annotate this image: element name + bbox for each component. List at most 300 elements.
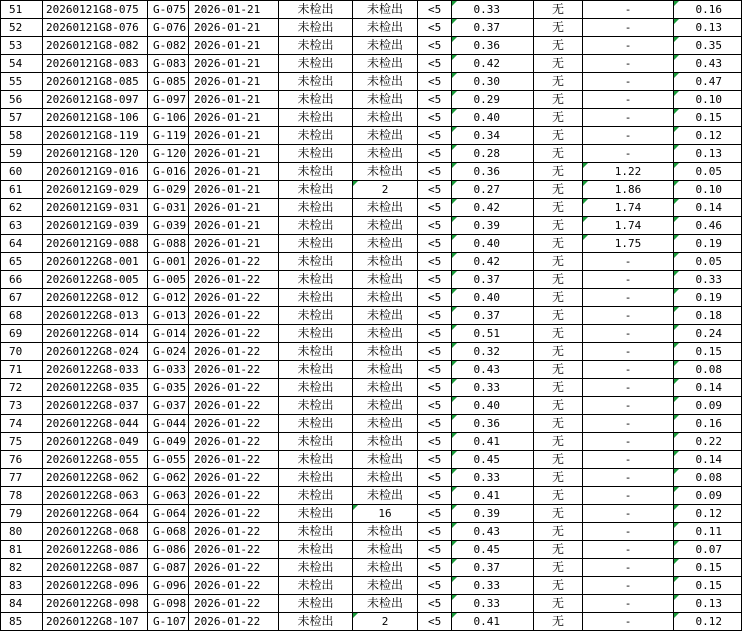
cell-result-a[interactable] bbox=[279, 127, 353, 145]
cell-value-decimal[interactable] bbox=[452, 307, 534, 325]
cell-value-lt5[interactable] bbox=[418, 163, 452, 181]
cell-sample-id[interactable] bbox=[43, 289, 148, 307]
cell-sample-code[interactable] bbox=[148, 577, 189, 595]
cell-measure-c[interactable] bbox=[674, 253, 742, 271]
cell-row-number[interactable] bbox=[1, 253, 43, 271]
cell-sample-code[interactable] bbox=[148, 469, 189, 487]
cell-test-date[interactable] bbox=[189, 145, 279, 163]
cell-row-number[interactable] bbox=[1, 325, 43, 343]
cell-measure-c[interactable] bbox=[674, 595, 742, 613]
cell-presence[interactable] bbox=[534, 199, 583, 217]
cell-result-a[interactable] bbox=[279, 541, 353, 559]
cell-presence[interactable] bbox=[534, 325, 583, 343]
cell-test-date[interactable] bbox=[189, 523, 279, 541]
cell-sample-id[interactable] bbox=[43, 487, 148, 505]
cell-value-lt5[interactable] bbox=[418, 595, 452, 613]
cell-value-decimal[interactable] bbox=[452, 523, 534, 541]
cell-value-decimal[interactable] bbox=[452, 253, 534, 271]
cell-measure-c[interactable] bbox=[674, 37, 742, 55]
cell-sample-code[interactable] bbox=[148, 217, 189, 235]
cell-sample-code[interactable] bbox=[148, 163, 189, 181]
cell-value-lt5[interactable] bbox=[418, 397, 452, 415]
cell-measure-c[interactable] bbox=[674, 451, 742, 469]
cell-measure-b[interactable] bbox=[583, 235, 674, 253]
cell-presence[interactable] bbox=[534, 55, 583, 73]
cell-test-date[interactable] bbox=[189, 469, 279, 487]
cell-test-date[interactable] bbox=[189, 415, 279, 433]
cell-value-decimal[interactable] bbox=[452, 361, 534, 379]
cell-sample-code[interactable] bbox=[148, 109, 189, 127]
cell-sample-id[interactable] bbox=[43, 127, 148, 145]
cell-result-b[interactable] bbox=[353, 361, 418, 379]
cell-result-a[interactable] bbox=[279, 613, 353, 631]
cell-measure-b[interactable] bbox=[583, 109, 674, 127]
cell-measure-c[interactable] bbox=[674, 505, 742, 523]
cell-result-b[interactable] bbox=[353, 73, 418, 91]
cell-presence[interactable] bbox=[534, 163, 583, 181]
cell-result-b[interactable] bbox=[353, 307, 418, 325]
cell-measure-b[interactable] bbox=[583, 343, 674, 361]
cell-result-a[interactable] bbox=[279, 163, 353, 181]
cell-row-number[interactable] bbox=[1, 127, 43, 145]
cell-measure-b[interactable] bbox=[583, 181, 674, 199]
cell-sample-code[interactable] bbox=[148, 541, 189, 559]
cell-sample-code[interactable] bbox=[148, 415, 189, 433]
cell-measure-b[interactable] bbox=[583, 379, 674, 397]
cell-sample-code[interactable] bbox=[148, 613, 189, 631]
cell-value-lt5[interactable] bbox=[418, 145, 452, 163]
cell-sample-code[interactable] bbox=[148, 271, 189, 289]
cell-sample-code[interactable] bbox=[148, 91, 189, 109]
cell-value-lt5[interactable] bbox=[418, 199, 452, 217]
cell-sample-id[interactable] bbox=[43, 397, 148, 415]
cell-value-decimal[interactable] bbox=[452, 343, 534, 361]
cell-measure-b[interactable] bbox=[583, 451, 674, 469]
cell-value-lt5[interactable] bbox=[418, 523, 452, 541]
cell-result-a[interactable] bbox=[279, 217, 353, 235]
cell-test-date[interactable] bbox=[189, 91, 279, 109]
cell-sample-id[interactable] bbox=[43, 217, 148, 235]
cell-measure-b[interactable] bbox=[583, 577, 674, 595]
cell-value-decimal[interactable] bbox=[452, 55, 534, 73]
cell-measure-c[interactable] bbox=[674, 325, 742, 343]
cell-sample-id[interactable] bbox=[43, 271, 148, 289]
cell-sample-id[interactable] bbox=[43, 181, 148, 199]
cell-test-date[interactable] bbox=[189, 487, 279, 505]
cell-presence[interactable] bbox=[534, 109, 583, 127]
cell-sample-code[interactable] bbox=[148, 127, 189, 145]
cell-presence[interactable] bbox=[534, 217, 583, 235]
cell-result-a[interactable] bbox=[279, 271, 353, 289]
cell-presence[interactable] bbox=[534, 451, 583, 469]
cell-result-b[interactable] bbox=[353, 271, 418, 289]
cell-sample-code[interactable] bbox=[148, 199, 189, 217]
cell-value-decimal[interactable] bbox=[452, 595, 534, 613]
cell-result-b[interactable] bbox=[353, 181, 418, 199]
cell-sample-id[interactable] bbox=[43, 37, 148, 55]
cell-value-decimal[interactable] bbox=[452, 415, 534, 433]
cell-test-date[interactable] bbox=[189, 37, 279, 55]
cell-value-decimal[interactable] bbox=[452, 235, 534, 253]
cell-sample-id[interactable] bbox=[43, 73, 148, 91]
cell-presence[interactable] bbox=[534, 235, 583, 253]
cell-presence[interactable] bbox=[534, 397, 583, 415]
cell-test-date[interactable] bbox=[189, 253, 279, 271]
cell-sample-id[interactable] bbox=[43, 595, 148, 613]
cell-sample-code[interactable] bbox=[148, 523, 189, 541]
cell-measure-c[interactable] bbox=[674, 379, 742, 397]
cell-value-decimal[interactable] bbox=[452, 451, 534, 469]
cell-measure-c[interactable] bbox=[674, 19, 742, 37]
cell-value-lt5[interactable] bbox=[418, 289, 452, 307]
cell-test-date[interactable] bbox=[189, 217, 279, 235]
cell-result-a[interactable] bbox=[279, 307, 353, 325]
cell-value-decimal[interactable] bbox=[452, 37, 534, 55]
cell-result-b[interactable] bbox=[353, 55, 418, 73]
cell-measure-b[interactable] bbox=[583, 433, 674, 451]
cell-result-a[interactable] bbox=[279, 55, 353, 73]
cell-value-lt5[interactable] bbox=[418, 109, 452, 127]
cell-measure-c[interactable] bbox=[674, 91, 742, 109]
cell-sample-code[interactable] bbox=[148, 19, 189, 37]
cell-result-b[interactable] bbox=[353, 487, 418, 505]
cell-sample-code[interactable] bbox=[148, 343, 189, 361]
cell-value-lt5[interactable] bbox=[418, 253, 452, 271]
cell-result-a[interactable] bbox=[279, 397, 353, 415]
cell-value-lt5[interactable] bbox=[418, 451, 452, 469]
cell-measure-b[interactable] bbox=[583, 289, 674, 307]
cell-sample-code[interactable] bbox=[148, 451, 189, 469]
cell-measure-c[interactable] bbox=[674, 55, 742, 73]
cell-sample-id[interactable] bbox=[43, 253, 148, 271]
cell-result-a[interactable] bbox=[279, 415, 353, 433]
cell-row-number[interactable] bbox=[1, 181, 43, 199]
cell-sample-code[interactable] bbox=[148, 55, 189, 73]
cell-measure-c[interactable] bbox=[674, 361, 742, 379]
cell-value-lt5[interactable] bbox=[418, 1, 452, 19]
cell-row-number[interactable] bbox=[1, 415, 43, 433]
cell-measure-b[interactable] bbox=[583, 397, 674, 415]
cell-result-b[interactable] bbox=[353, 163, 418, 181]
cell-sample-code[interactable] bbox=[148, 487, 189, 505]
cell-value-decimal[interactable] bbox=[452, 379, 534, 397]
cell-presence[interactable] bbox=[534, 73, 583, 91]
cell-result-a[interactable] bbox=[279, 289, 353, 307]
cell-result-a[interactable] bbox=[279, 595, 353, 613]
cell-row-number[interactable] bbox=[1, 541, 43, 559]
cell-value-decimal[interactable] bbox=[452, 19, 534, 37]
cell-test-date[interactable] bbox=[189, 505, 279, 523]
cell-sample-id[interactable] bbox=[43, 109, 148, 127]
cell-measure-c[interactable] bbox=[674, 343, 742, 361]
cell-measure-c[interactable] bbox=[674, 199, 742, 217]
cell-result-b[interactable] bbox=[353, 469, 418, 487]
cell-result-b[interactable] bbox=[353, 199, 418, 217]
cell-sample-id[interactable] bbox=[43, 613, 148, 631]
cell-row-number[interactable] bbox=[1, 343, 43, 361]
cell-value-lt5[interactable] bbox=[418, 271, 452, 289]
cell-value-decimal[interactable] bbox=[452, 433, 534, 451]
cell-result-a[interactable] bbox=[279, 361, 353, 379]
cell-sample-code[interactable] bbox=[148, 289, 189, 307]
cell-result-a[interactable] bbox=[279, 181, 353, 199]
cell-result-a[interactable] bbox=[279, 487, 353, 505]
cell-presence[interactable] bbox=[534, 145, 583, 163]
cell-measure-b[interactable] bbox=[583, 199, 674, 217]
cell-result-b[interactable] bbox=[353, 433, 418, 451]
cell-presence[interactable] bbox=[534, 37, 583, 55]
cell-row-number[interactable] bbox=[1, 289, 43, 307]
cell-presence[interactable] bbox=[534, 523, 583, 541]
cell-value-lt5[interactable] bbox=[418, 91, 452, 109]
cell-sample-id[interactable] bbox=[43, 577, 148, 595]
cell-presence[interactable] bbox=[534, 595, 583, 613]
cell-test-date[interactable] bbox=[189, 541, 279, 559]
cell-row-number[interactable] bbox=[1, 37, 43, 55]
cell-sample-id[interactable] bbox=[43, 559, 148, 577]
cell-presence[interactable] bbox=[534, 469, 583, 487]
cell-sample-id[interactable] bbox=[43, 19, 148, 37]
cell-result-b[interactable] bbox=[353, 415, 418, 433]
cell-value-lt5[interactable] bbox=[418, 361, 452, 379]
cell-test-date[interactable] bbox=[189, 343, 279, 361]
cell-measure-c[interactable] bbox=[674, 559, 742, 577]
cell-row-number[interactable] bbox=[1, 1, 43, 19]
cell-sample-id[interactable] bbox=[43, 541, 148, 559]
cell-result-b[interactable] bbox=[353, 523, 418, 541]
cell-measure-b[interactable] bbox=[583, 145, 674, 163]
cell-measure-b[interactable] bbox=[583, 1, 674, 19]
cell-sample-code[interactable] bbox=[148, 397, 189, 415]
cell-value-decimal[interactable] bbox=[452, 127, 534, 145]
cell-result-b[interactable] bbox=[353, 379, 418, 397]
cell-result-a[interactable] bbox=[279, 577, 353, 595]
cell-row-number[interactable] bbox=[1, 433, 43, 451]
cell-row-number[interactable] bbox=[1, 109, 43, 127]
cell-test-date[interactable] bbox=[189, 397, 279, 415]
cell-measure-b[interactable] bbox=[583, 523, 674, 541]
cell-result-b[interactable] bbox=[353, 343, 418, 361]
cell-measure-b[interactable] bbox=[583, 253, 674, 271]
cell-result-b[interactable] bbox=[353, 541, 418, 559]
cell-test-date[interactable] bbox=[189, 235, 279, 253]
cell-sample-id[interactable] bbox=[43, 505, 148, 523]
cell-sample-code[interactable] bbox=[148, 559, 189, 577]
cell-measure-c[interactable] bbox=[674, 1, 742, 19]
cell-sample-id[interactable] bbox=[43, 415, 148, 433]
cell-value-lt5[interactable] bbox=[418, 235, 452, 253]
cell-measure-b[interactable] bbox=[583, 505, 674, 523]
cell-result-b[interactable] bbox=[353, 451, 418, 469]
cell-result-b[interactable] bbox=[353, 1, 418, 19]
cell-test-date[interactable] bbox=[189, 289, 279, 307]
cell-sample-id[interactable] bbox=[43, 235, 148, 253]
cell-measure-b[interactable] bbox=[583, 217, 674, 235]
cell-presence[interactable] bbox=[534, 127, 583, 145]
cell-measure-c[interactable] bbox=[674, 433, 742, 451]
cell-row-number[interactable] bbox=[1, 199, 43, 217]
cell-sample-id[interactable] bbox=[43, 379, 148, 397]
cell-value-decimal[interactable] bbox=[452, 109, 534, 127]
cell-value-decimal[interactable] bbox=[452, 289, 534, 307]
cell-measure-c[interactable] bbox=[674, 271, 742, 289]
cell-result-a[interactable] bbox=[279, 505, 353, 523]
cell-value-lt5[interactable] bbox=[418, 415, 452, 433]
cell-sample-id[interactable] bbox=[43, 307, 148, 325]
cell-result-b[interactable] bbox=[353, 613, 418, 631]
cell-sample-code[interactable] bbox=[148, 307, 189, 325]
cell-row-number[interactable] bbox=[1, 559, 43, 577]
cell-presence[interactable] bbox=[534, 289, 583, 307]
cell-test-date[interactable] bbox=[189, 307, 279, 325]
cell-sample-code[interactable] bbox=[148, 145, 189, 163]
cell-value-decimal[interactable] bbox=[452, 325, 534, 343]
cell-measure-c[interactable] bbox=[674, 109, 742, 127]
cell-measure-c[interactable] bbox=[674, 577, 742, 595]
cell-value-decimal[interactable] bbox=[452, 181, 534, 199]
cell-measure-b[interactable] bbox=[583, 91, 674, 109]
cell-value-decimal[interactable] bbox=[452, 271, 534, 289]
cell-measure-c[interactable] bbox=[674, 289, 742, 307]
cell-result-a[interactable] bbox=[279, 523, 353, 541]
cell-sample-id[interactable] bbox=[43, 469, 148, 487]
cell-sample-id[interactable] bbox=[43, 55, 148, 73]
cell-test-date[interactable] bbox=[189, 163, 279, 181]
cell-row-number[interactable] bbox=[1, 361, 43, 379]
cell-row-number[interactable] bbox=[1, 487, 43, 505]
cell-sample-id[interactable] bbox=[43, 523, 148, 541]
cell-row-number[interactable] bbox=[1, 613, 43, 631]
cell-measure-c[interactable] bbox=[674, 73, 742, 91]
cell-sample-code[interactable] bbox=[148, 361, 189, 379]
cell-sample-code[interactable] bbox=[148, 253, 189, 271]
cell-test-date[interactable] bbox=[189, 361, 279, 379]
cell-measure-b[interactable] bbox=[583, 487, 674, 505]
cell-measure-b[interactable] bbox=[583, 73, 674, 91]
cell-result-a[interactable] bbox=[279, 559, 353, 577]
cell-sample-id[interactable] bbox=[43, 325, 148, 343]
cell-result-b[interactable] bbox=[353, 37, 418, 55]
cell-value-lt5[interactable] bbox=[418, 37, 452, 55]
cell-sample-id[interactable] bbox=[43, 91, 148, 109]
cell-presence[interactable] bbox=[534, 181, 583, 199]
cell-sample-code[interactable] bbox=[148, 595, 189, 613]
cell-measure-b[interactable] bbox=[583, 307, 674, 325]
cell-measure-b[interactable] bbox=[583, 271, 674, 289]
cell-test-date[interactable] bbox=[189, 181, 279, 199]
cell-sample-code[interactable] bbox=[148, 325, 189, 343]
cell-value-decimal[interactable] bbox=[452, 487, 534, 505]
cell-result-b[interactable] bbox=[353, 253, 418, 271]
cell-measure-b[interactable] bbox=[583, 541, 674, 559]
cell-value-lt5[interactable] bbox=[418, 19, 452, 37]
cell-row-number[interactable] bbox=[1, 577, 43, 595]
cell-value-lt5[interactable] bbox=[418, 73, 452, 91]
cell-sample-id[interactable] bbox=[43, 199, 148, 217]
cell-presence[interactable] bbox=[534, 613, 583, 631]
cell-measure-b[interactable] bbox=[583, 19, 674, 37]
cell-test-date[interactable] bbox=[189, 127, 279, 145]
cell-result-b[interactable] bbox=[353, 235, 418, 253]
cell-row-number[interactable] bbox=[1, 307, 43, 325]
cell-measure-b[interactable] bbox=[583, 325, 674, 343]
cell-result-a[interactable] bbox=[279, 469, 353, 487]
cell-result-b[interactable] bbox=[353, 19, 418, 37]
cell-row-number[interactable] bbox=[1, 145, 43, 163]
cell-test-date[interactable] bbox=[189, 433, 279, 451]
cell-result-b[interactable] bbox=[353, 325, 418, 343]
cell-measure-c[interactable] bbox=[674, 145, 742, 163]
cell-presence[interactable] bbox=[534, 343, 583, 361]
cell-value-lt5[interactable] bbox=[418, 505, 452, 523]
cell-row-number[interactable] bbox=[1, 163, 43, 181]
cell-value-decimal[interactable] bbox=[452, 163, 534, 181]
cell-value-decimal[interactable] bbox=[452, 73, 534, 91]
cell-row-number[interactable] bbox=[1, 469, 43, 487]
cell-value-lt5[interactable] bbox=[418, 379, 452, 397]
cell-row-number[interactable] bbox=[1, 217, 43, 235]
cell-measure-b[interactable] bbox=[583, 415, 674, 433]
cell-presence[interactable] bbox=[534, 19, 583, 37]
cell-sample-id[interactable] bbox=[43, 343, 148, 361]
cell-test-date[interactable] bbox=[189, 613, 279, 631]
cell-result-b[interactable] bbox=[353, 505, 418, 523]
cell-result-a[interactable] bbox=[279, 109, 353, 127]
cell-result-a[interactable] bbox=[279, 325, 353, 343]
cell-sample-id[interactable] bbox=[43, 451, 148, 469]
cell-measure-c[interactable] bbox=[674, 181, 742, 199]
cell-result-b[interactable] bbox=[353, 559, 418, 577]
cell-measure-b[interactable] bbox=[583, 37, 674, 55]
cell-presence[interactable] bbox=[534, 379, 583, 397]
cell-value-decimal[interactable] bbox=[452, 541, 534, 559]
cell-result-a[interactable] bbox=[279, 433, 353, 451]
cell-value-lt5[interactable] bbox=[418, 541, 452, 559]
cell-value-lt5[interactable] bbox=[418, 343, 452, 361]
cell-result-a[interactable] bbox=[279, 37, 353, 55]
cell-test-date[interactable] bbox=[189, 199, 279, 217]
cell-value-lt5[interactable] bbox=[418, 55, 452, 73]
cell-result-a[interactable] bbox=[279, 1, 353, 19]
cell-value-decimal[interactable] bbox=[452, 577, 534, 595]
cell-measure-c[interactable] bbox=[674, 235, 742, 253]
cell-test-date[interactable] bbox=[189, 595, 279, 613]
cell-sample-code[interactable] bbox=[148, 73, 189, 91]
cell-result-a[interactable] bbox=[279, 379, 353, 397]
cell-measure-c[interactable] bbox=[674, 307, 742, 325]
cell-value-lt5[interactable] bbox=[418, 127, 452, 145]
cell-value-decimal[interactable] bbox=[452, 505, 534, 523]
cell-sample-code[interactable] bbox=[148, 505, 189, 523]
cell-presence[interactable] bbox=[534, 271, 583, 289]
cell-presence[interactable] bbox=[534, 1, 583, 19]
cell-result-a[interactable] bbox=[279, 19, 353, 37]
cell-sample-code[interactable] bbox=[148, 433, 189, 451]
cell-test-date[interactable] bbox=[189, 271, 279, 289]
cell-result-a[interactable] bbox=[279, 451, 353, 469]
cell-value-lt5[interactable] bbox=[418, 613, 452, 631]
cell-presence[interactable] bbox=[534, 577, 583, 595]
cell-value-lt5[interactable] bbox=[418, 433, 452, 451]
cell-test-date[interactable] bbox=[189, 55, 279, 73]
cell-value-decimal[interactable] bbox=[452, 1, 534, 19]
cell-result-a[interactable] bbox=[279, 235, 353, 253]
cell-test-date[interactable] bbox=[189, 325, 279, 343]
cell-measure-c[interactable] bbox=[674, 217, 742, 235]
cell-result-a[interactable] bbox=[279, 253, 353, 271]
cell-value-lt5[interactable] bbox=[418, 469, 452, 487]
cell-measure-c[interactable] bbox=[674, 127, 742, 145]
